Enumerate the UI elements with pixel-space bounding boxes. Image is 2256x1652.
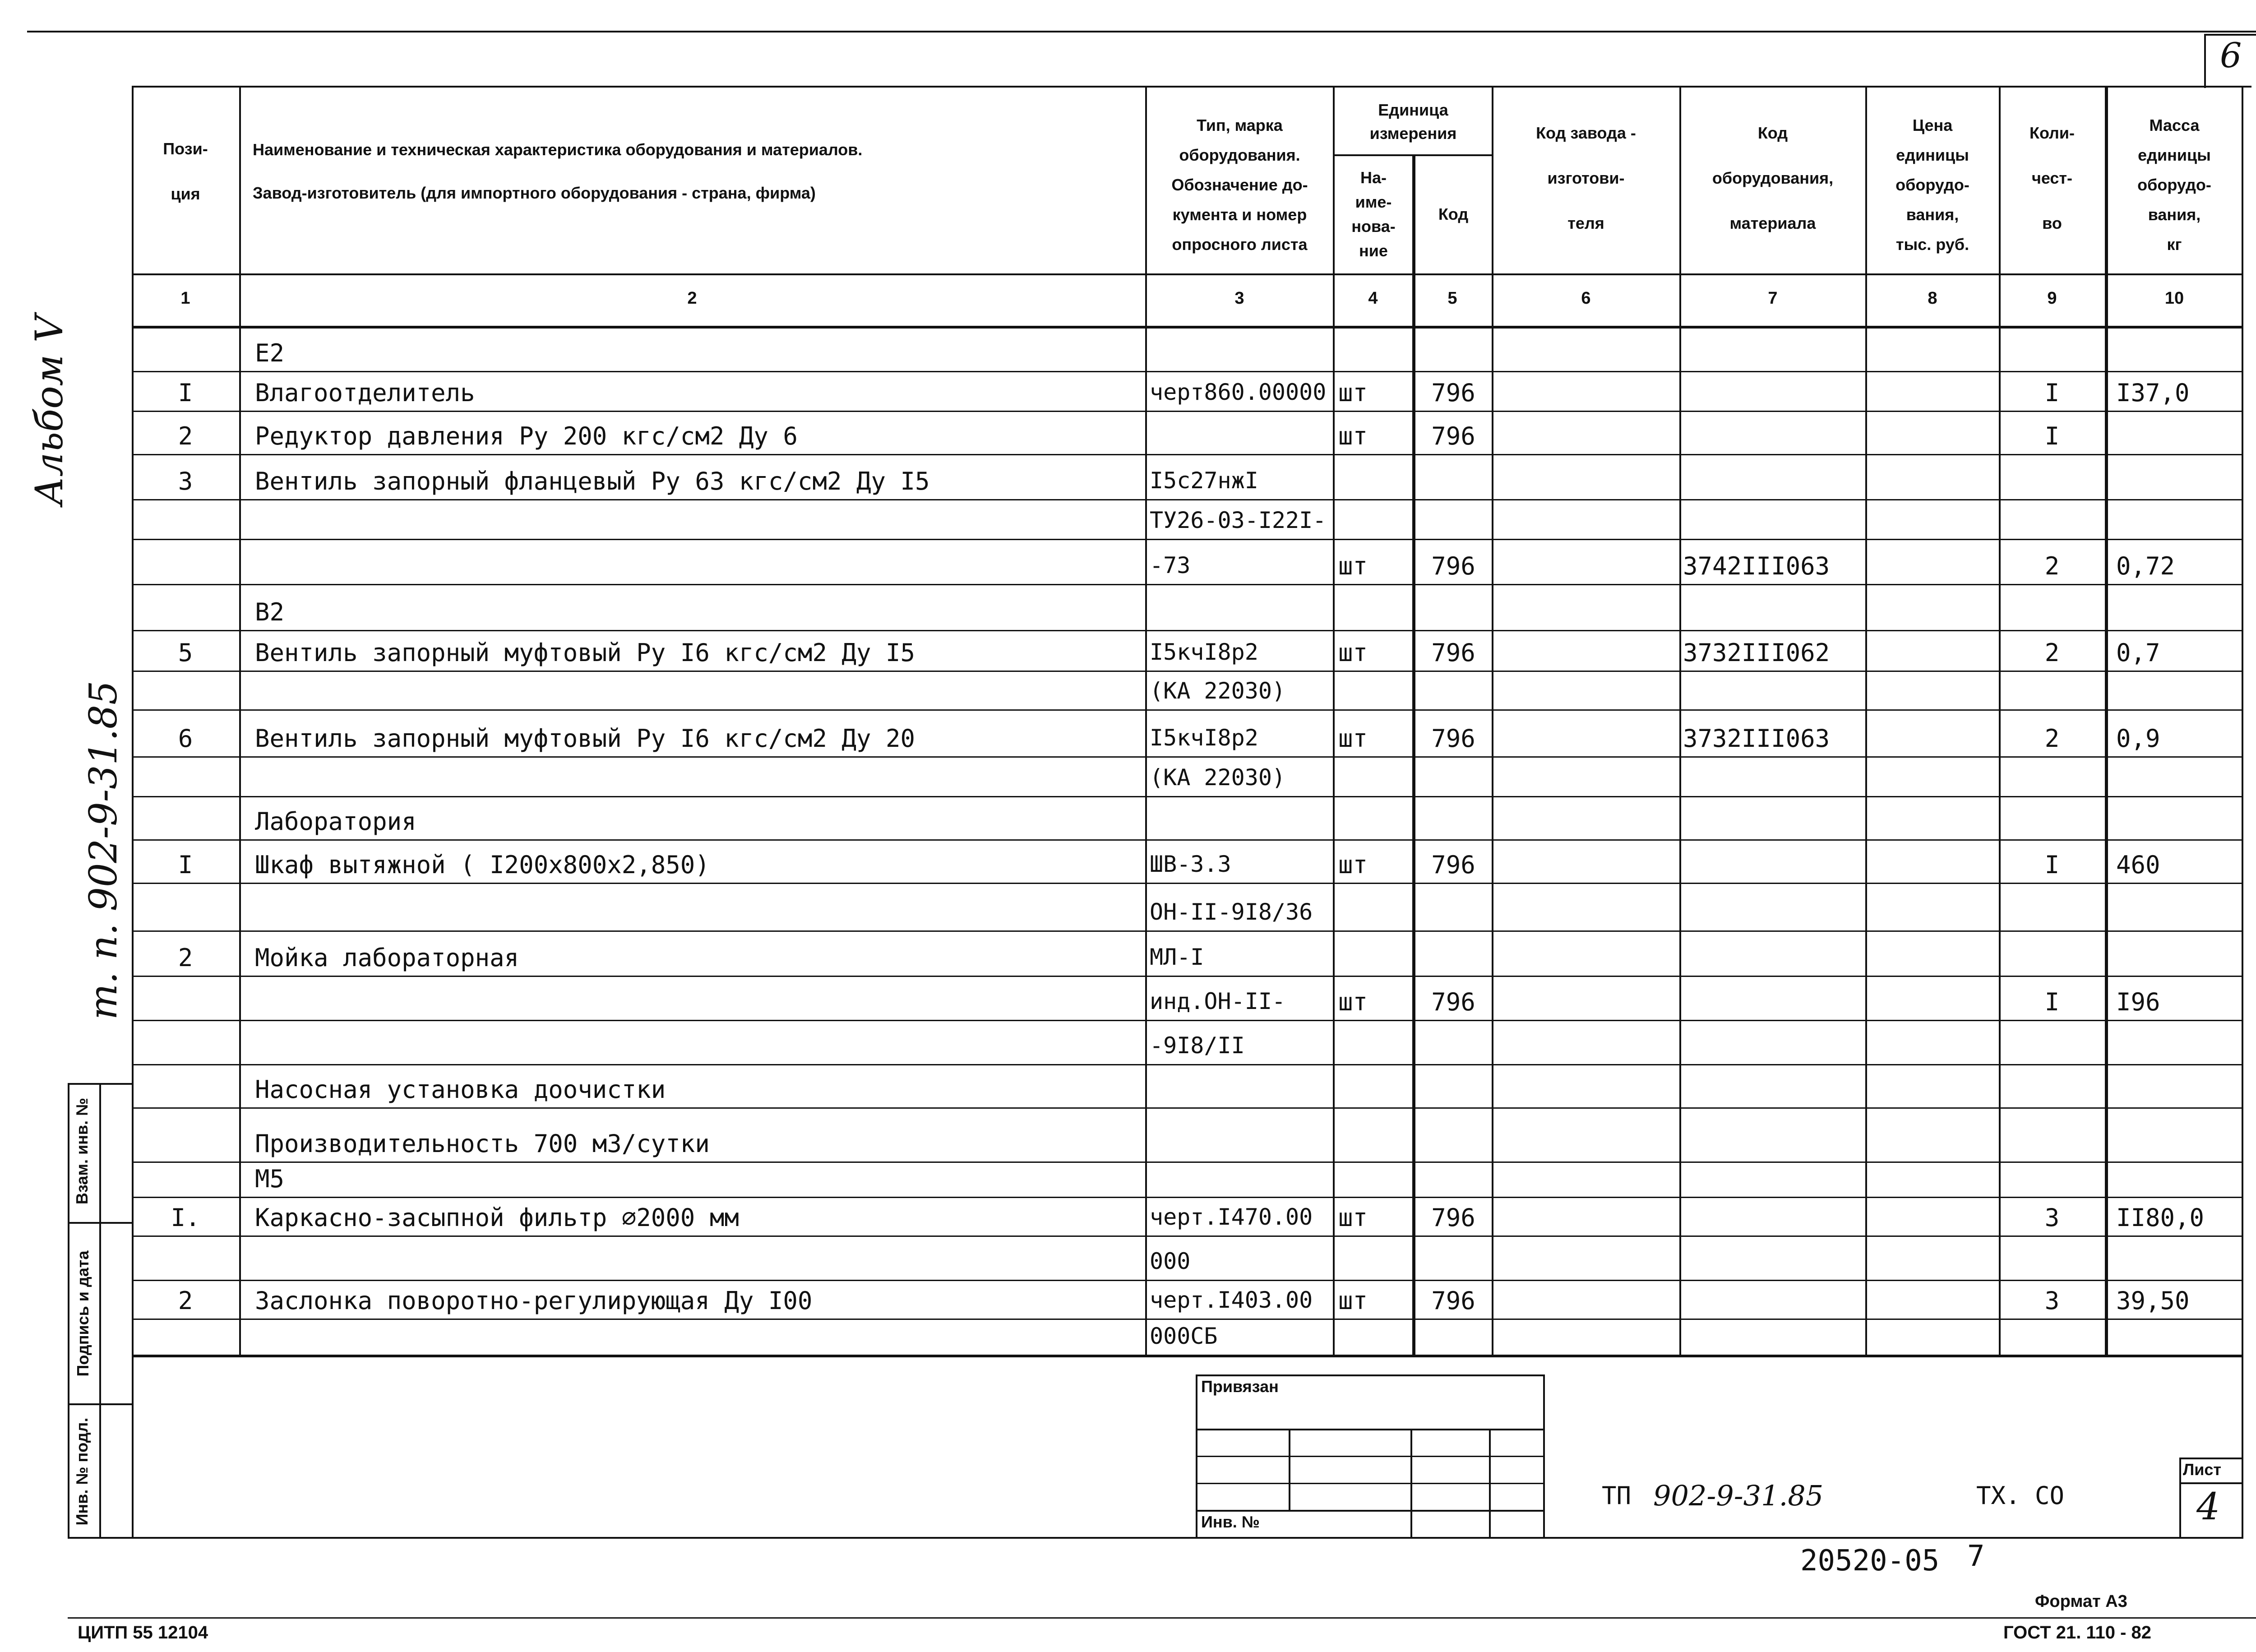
col-num-1: 1 bbox=[180, 289, 190, 308]
side-stamp-sep1 bbox=[68, 1222, 132, 1224]
side-stamp-inner bbox=[99, 1083, 101, 1538]
project-handwritten: т. п. 902-9-31.85 bbox=[81, 680, 125, 1020]
tb-row-4 bbox=[1196, 1510, 1545, 1512]
tb-tp-number: 902-9-31.85 bbox=[1653, 1479, 1824, 1512]
table-cell-type: I5кчI8р2 bbox=[1150, 725, 1258, 751]
table-cell-unit: шт bbox=[1338, 552, 1368, 580]
col-line-3 bbox=[1333, 86, 1335, 1355]
table-cell-name: Лаборатория bbox=[255, 807, 416, 836]
frame-right bbox=[2242, 86, 2243, 1538]
table-cell-unit: шт bbox=[1338, 724, 1368, 753]
header-name: Наименование и техническая характеристика оборудования и материалов. Завод-изготовитель (для импортного оборудования - страна, фирма) bbox=[253, 140, 863, 202]
header-unit: Единица измерения bbox=[1369, 101, 1457, 143]
footer-format: Формат А3 bbox=[2035, 1592, 2127, 1611]
col-num-6: 6 bbox=[1581, 289, 1591, 308]
table-cell-code: 796 bbox=[1431, 552, 1475, 580]
row-divider bbox=[132, 1107, 2242, 1109]
header-price: Цена единицы оборудо- вания, тыс. руб. bbox=[1895, 116, 1969, 254]
header-unit-name: На- име- нова- ние bbox=[1351, 168, 1396, 260]
table-cell-pos: I bbox=[178, 851, 193, 879]
table-cell-mass: 460 bbox=[2116, 851, 2160, 879]
table-cell-code: 796 bbox=[1431, 1286, 1475, 1315]
header-bottom bbox=[132, 273, 2242, 275]
col-line-8 bbox=[1999, 86, 2001, 1355]
table-cell-unit: шт bbox=[1338, 422, 1368, 450]
side-stamp-outer bbox=[68, 1083, 69, 1538]
tb-doc-code: ТХ. СО bbox=[1976, 1481, 2065, 1510]
table-cell-name: В2 bbox=[255, 598, 285, 626]
colnum-bottom bbox=[132, 326, 2242, 329]
footer-org: ЦИТП 55 12104 bbox=[78, 1623, 208, 1643]
table-cell-type: черт.I470.00 bbox=[1150, 1204, 1313, 1230]
table-cell-unit: шт bbox=[1338, 1286, 1368, 1315]
col-num-3: 3 bbox=[1234, 289, 1244, 308]
row-divider bbox=[132, 1280, 2242, 1281]
table-cell-name: Шкаф вытяжной ( I200х800х2,850) bbox=[255, 851, 710, 879]
table-cell-mass: 0,9 bbox=[2116, 724, 2160, 753]
side-stamp-podpis: Подпись и дата bbox=[74, 1250, 92, 1377]
table-cell-mass: II80,0 bbox=[2116, 1203, 2205, 1232]
table-cell-type: 000 bbox=[1150, 1248, 1191, 1274]
corner-box-left bbox=[2204, 34, 2206, 88]
table-cell-qty: 2 bbox=[2044, 552, 2060, 580]
table-cell-pos: 2 bbox=[178, 422, 193, 450]
header-type: Тип, марка оборудования. Обозначение до- кумента и номер опросного листа bbox=[1171, 116, 1308, 254]
tb-sheet-left bbox=[2179, 1458, 2181, 1538]
header-qty: Коли- чест- во bbox=[2029, 124, 2075, 232]
table-cell-mass: 0,72 bbox=[2116, 552, 2175, 580]
tb-sheet-mid bbox=[2179, 1482, 2242, 1484]
table-body-bottom bbox=[132, 1355, 2242, 1357]
table-cell-qty: I bbox=[2044, 851, 2060, 879]
tb-sheet-top bbox=[2179, 1458, 2242, 1459]
table-cell-mass: 0,7 bbox=[2116, 639, 2160, 667]
table-cell-unit: шт bbox=[1338, 639, 1368, 667]
col-num-5: 5 bbox=[1447, 289, 1457, 308]
row-divider bbox=[132, 584, 2242, 585]
header-pos: Пози- ция bbox=[163, 139, 208, 203]
table-cell-name: Производительность 700 м3/сутки bbox=[255, 1129, 710, 1158]
table-cell-pos: 3 bbox=[178, 467, 193, 495]
row-divider bbox=[132, 630, 2242, 631]
col-num-8: 8 bbox=[1928, 289, 1937, 308]
header-equip-code: Код оборудования, материала bbox=[1712, 124, 1834, 232]
row-divider bbox=[132, 454, 2242, 455]
table-cell-equip: 3732III062 bbox=[1683, 639, 1830, 667]
tb-row-2 bbox=[1196, 1456, 1545, 1457]
table-cell-name: Редуктор давления Ру 200 кгс/см2 Ду 6 bbox=[255, 422, 798, 450]
col-num-4: 4 bbox=[1368, 289, 1378, 308]
table-cell-name: Влагоотделитель bbox=[255, 379, 475, 407]
table-cell-name: Заслонка поворотно-регулирующая Ду I00 bbox=[255, 1286, 813, 1315]
table-cell-type: (КА 22030) bbox=[1150, 764, 1286, 791]
row-divider bbox=[132, 371, 2242, 372]
table-cell-unit: шт bbox=[1338, 851, 1368, 879]
header-unit-split bbox=[1333, 154, 1492, 156]
table-cell-name: Вентиль запорный муфтовый Ру I6 кгс/см2 Ду 20 bbox=[255, 724, 915, 753]
table-cell-mass: I37,0 bbox=[2116, 379, 2190, 407]
frame-bottom bbox=[68, 1537, 2243, 1539]
table-cell-name: М5 bbox=[255, 1165, 285, 1193]
table-cell-pos: 6 bbox=[178, 724, 193, 753]
col-line-6 bbox=[1679, 86, 1681, 1355]
table-cell-mass: 39,50 bbox=[2116, 1286, 2190, 1315]
col-num-7: 7 bbox=[1768, 289, 1778, 308]
row-divider bbox=[132, 1161, 2242, 1163]
top-rule bbox=[27, 31, 2256, 32]
col-num-9: 9 bbox=[2047, 289, 2057, 308]
tb-tp-label: ТП bbox=[1602, 1481, 1632, 1510]
table-cell-type: черт860.00000 bbox=[1150, 379, 1327, 405]
table-cell-code: 796 bbox=[1431, 851, 1475, 879]
row-divider bbox=[132, 1064, 2242, 1065]
row-divider bbox=[132, 539, 2242, 540]
side-stamp-inv: Инв. № подл. bbox=[73, 1417, 91, 1526]
frame-top bbox=[132, 86, 2251, 88]
footer-gost: ГОСТ 21. 110 - 82 bbox=[2003, 1623, 2151, 1643]
table-cell-type: (КА 22030) bbox=[1150, 678, 1286, 704]
row-divider bbox=[132, 1236, 2242, 1237]
table-cell-name: Вентиль запорный фланцевый Ру 63 кгс/см2 Ду I5 bbox=[255, 467, 930, 495]
table-cell-equip: 3742III063 bbox=[1683, 552, 1830, 580]
table-cell-name: Мойка лабораторная bbox=[255, 944, 519, 972]
row-divider bbox=[132, 709, 2242, 711]
tb-privyazan-label: Привязан bbox=[1201, 1377, 1279, 1396]
col-line-9 bbox=[2105, 86, 2108, 1355]
row-divider bbox=[132, 839, 2242, 841]
row-divider bbox=[132, 1020, 2242, 1021]
side-stamp-vzam: Взам. инв. № bbox=[73, 1097, 91, 1205]
tb-list-number: 4 bbox=[2196, 1485, 2220, 1528]
table-cell-pos: I. bbox=[171, 1203, 200, 1232]
tb-grid-col-3 bbox=[1489, 1429, 1491, 1538]
col-line-1 bbox=[239, 86, 241, 1355]
row-divider bbox=[132, 930, 2242, 932]
footer-stamp-page: 7 bbox=[1967, 1540, 1985, 1573]
row-divider bbox=[132, 1319, 2242, 1320]
table-cell-qty: 2 bbox=[2044, 639, 2060, 667]
tb-grid-col-2 bbox=[1410, 1429, 1412, 1538]
col-num-10: 10 bbox=[2164, 289, 2184, 308]
table-cell-name: Вентиль запорный муфтовый Ру I6 кгс/см2 Ду I5 bbox=[255, 639, 915, 667]
table-cell-pos: 5 bbox=[178, 639, 193, 667]
table-cell-code: 796 bbox=[1431, 422, 1475, 450]
table-cell-qty: I bbox=[2044, 422, 2060, 450]
album-handwritten: Альбом V bbox=[27, 315, 71, 505]
table-cell-type: 000СБ bbox=[1150, 1323, 1218, 1349]
table-cell-name: Насосная установка доочистки bbox=[255, 1075, 666, 1104]
col-line-4 bbox=[1412, 154, 1415, 1355]
footer-stamp-number: 20520-05 bbox=[1800, 1544, 1940, 1578]
table-cell-type: МЛ-I bbox=[1150, 944, 1204, 970]
header-mass: Масса единицы оборудо- вания, кг bbox=[2137, 116, 2211, 254]
tb-row-1 bbox=[1196, 1429, 1545, 1430]
table-cell-type: I5с27нжI bbox=[1150, 467, 1258, 494]
row-divider bbox=[132, 883, 2242, 884]
table-cell-code: 796 bbox=[1431, 379, 1475, 407]
table-cell-pos: I bbox=[178, 379, 193, 407]
table-cell-type: черт.I403.00 bbox=[1150, 1287, 1313, 1313]
header-unit-code: Код bbox=[1438, 205, 1469, 223]
table-cell-mass: I96 bbox=[2116, 988, 2160, 1016]
table-cell-name: Е2 bbox=[255, 339, 285, 367]
table-cell-name: Каркасно-засыпной фильтр ∅2000 мм bbox=[255, 1203, 739, 1232]
table-cell-type: ТУ26-03-I22I- bbox=[1150, 507, 1327, 533]
table-cell-code: 796 bbox=[1431, 988, 1475, 1016]
row-divider bbox=[132, 796, 2242, 797]
table-cell-unit: шт bbox=[1338, 1203, 1368, 1232]
footer-rule bbox=[68, 1617, 2256, 1619]
table-cell-code: 796 bbox=[1431, 1203, 1475, 1232]
table-cell-qty: 2 bbox=[2044, 724, 2060, 753]
table-cell-type: -9I8/II bbox=[1150, 1032, 1245, 1059]
table-cell-qty: 3 bbox=[2044, 1286, 2060, 1315]
row-divider bbox=[132, 499, 2242, 500]
table-cell-unit: шт bbox=[1338, 379, 1368, 407]
tb-row-3 bbox=[1196, 1483, 1545, 1484]
tb-inv-no-label: Инв. № bbox=[1201, 1513, 1260, 1531]
row-divider bbox=[132, 976, 2242, 977]
table-cell-qty: I bbox=[2044, 988, 2060, 1016]
col-line-2 bbox=[1145, 86, 1147, 1355]
table-cell-code: 796 bbox=[1431, 639, 1475, 667]
row-divider bbox=[132, 411, 2242, 412]
table-cell-type: инд.ОН-II- bbox=[1150, 988, 1286, 1014]
row-divider bbox=[132, 756, 2242, 758]
tb-privyazan-top bbox=[1196, 1374, 1545, 1376]
table-cell-pos: 2 bbox=[178, 944, 193, 972]
table-cell-pos: 2 bbox=[178, 1286, 193, 1315]
header-plant-code: Код завода - изготови- теля bbox=[1536, 124, 1636, 232]
table-cell-code: 796 bbox=[1431, 724, 1475, 753]
row-divider bbox=[132, 671, 2242, 672]
col-line-5 bbox=[1492, 86, 1493, 1355]
table-cell-type: I5кчI8р2 bbox=[1150, 639, 1258, 665]
sheet-corner-number: 6 bbox=[2220, 35, 2242, 75]
table-cell-qty: I bbox=[2044, 379, 2060, 407]
table-cell-equip: 3732III063 bbox=[1683, 724, 1830, 753]
table-cell-unit: шт bbox=[1338, 988, 1368, 1016]
tb-grid-col-1 bbox=[1289, 1429, 1290, 1510]
table-cell-type: -73 bbox=[1150, 552, 1191, 578]
row-divider bbox=[132, 1197, 2242, 1198]
table-cell-type: ШВ-3.3 bbox=[1150, 851, 1231, 877]
tb-list-label: Лист bbox=[2183, 1460, 2222, 1479]
table-cell-type: ОН-II-9I8/36 bbox=[1150, 899, 1313, 925]
col-num-2: 2 bbox=[687, 289, 697, 308]
table-cell-qty: 3 bbox=[2044, 1203, 2060, 1232]
col-line-7 bbox=[1865, 86, 1867, 1355]
